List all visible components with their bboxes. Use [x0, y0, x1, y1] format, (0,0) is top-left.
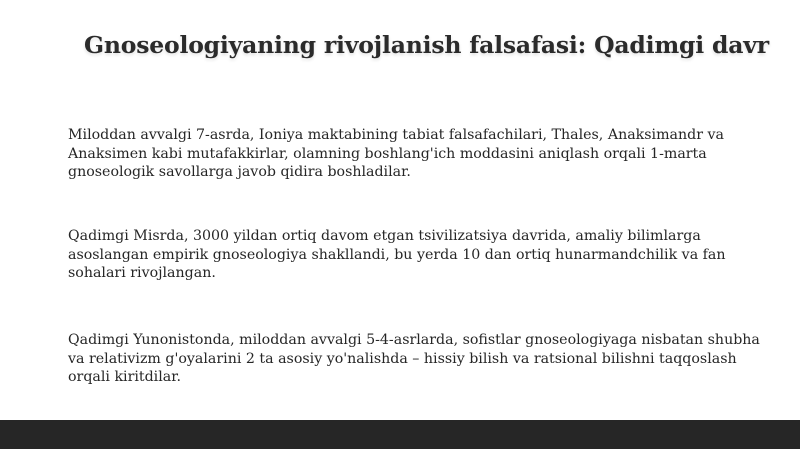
slide-title: Gnoseologiyaning rivojlanish falsafasi: Qadimgi davr [84, 31, 769, 59]
paragraph-greece: Qadimgi Yunonistonda, miloddan avvalgi 5-4-asrlarda, sofistlar gnoseologiyaga nisbatan shubha va relativizm g'oyalarini 2 ta asosiy yo'nalishda – hissiy bilish va ratsional bilishni taqqoslash orqali kiritdilar. [68, 332, 760, 385]
paragraph-egypt: Qadimgi Misrda, 3000 yildan ortiq davom etgan tsivilizatsiya davrida, amaliy bilimlarga asoslangan empirik gnoseologiya shakllandi, bu yerda 10 dan ortiq hunarmandchilik va fan sohalari rivojlangan. [68, 228, 726, 281]
paragraph-ionia: Miloddan avvalgi 7-asrda, Ioniya maktabining tabiat falsafachilari, Thales, Anaksimandr va Anaksimen kabi mutafakkirlar, olamning boshlang'ich moddasini aniqlash orqali 1-marta gnoseologik savollarga javob qidira boshladilar. [68, 127, 724, 180]
footer-bar [0, 420, 800, 449]
